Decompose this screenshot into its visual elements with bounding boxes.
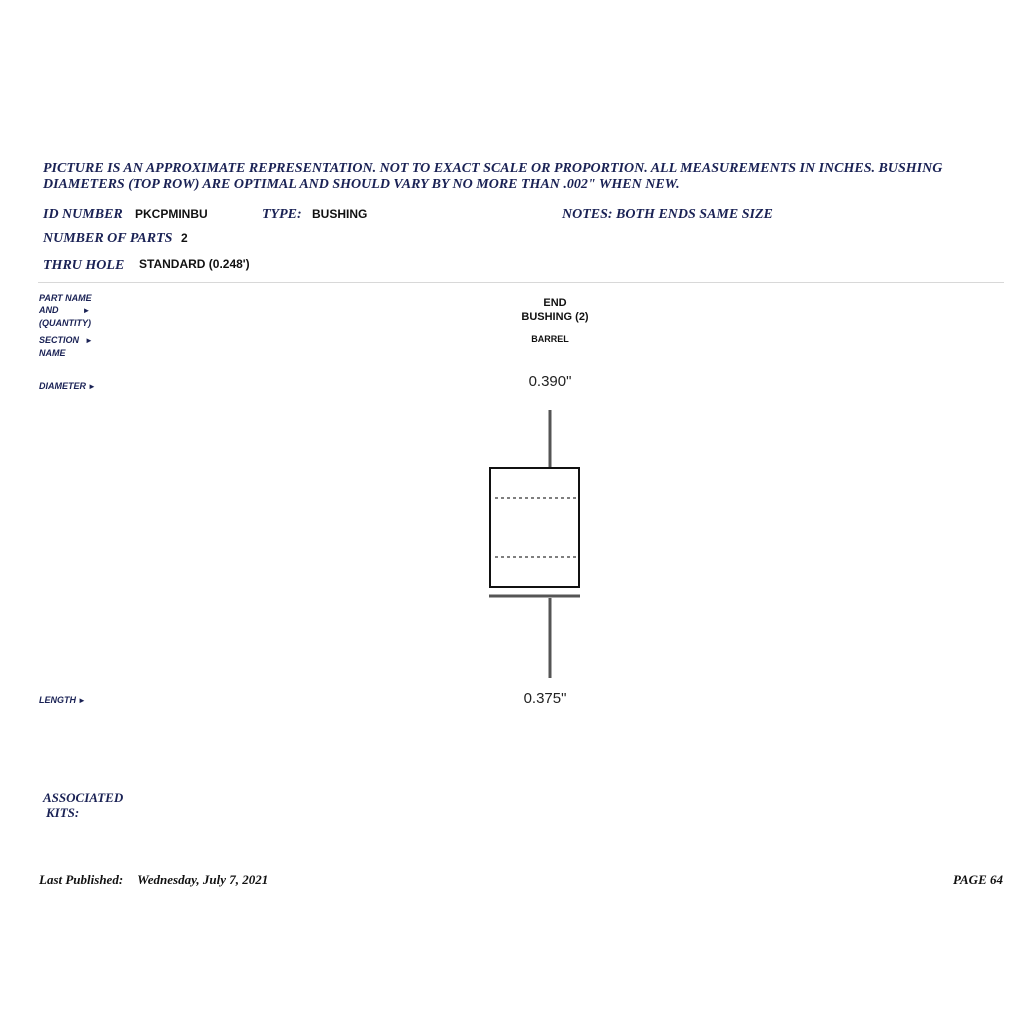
arrow-right-icon: ► <box>88 382 96 391</box>
page-number: PAGE 64 <box>953 872 1003 887</box>
id-number-label: ID NUMBER <box>43 207 123 222</box>
bushing-drawing <box>480 410 590 690</box>
section-name-label <box>39 334 93 359</box>
thru-hole-label: THRU HOLE <box>43 258 125 273</box>
length-row-label <box>39 694 86 707</box>
part-name <box>495 296 615 324</box>
associated-kits-label <box>43 790 123 820</box>
length-value: 0.375" <box>523 690 567 707</box>
last-published-label: Last Published: <box>39 872 124 887</box>
associated-kits-line1: ASSOCIATED <box>43 790 124 805</box>
id-number-value: PKCPMINBU <box>135 207 208 221</box>
arrow-right-icon: ► <box>82 306 91 315</box>
section-label-line2: NAME <box>39 348 66 358</box>
last-published-date: Wednesday, July 7, 2021 <box>137 872 269 887</box>
section-label-line1 <box>39 334 93 347</box>
length-label: LENGTH <box>39 695 76 705</box>
notes-text: NOTES: BOTH ENDS SAME SIZE <box>562 207 773 222</box>
bushing-body <box>490 468 579 587</box>
part-name-label-line1: PART NAME <box>39 293 92 303</box>
section-name: BARREL <box>531 334 569 344</box>
diameter-row-label <box>39 380 96 393</box>
arrow-right-icon: ► <box>85 336 93 345</box>
part-name-label <box>39 292 92 329</box>
diameter-label: DIAMETER <box>39 381 86 391</box>
part-name-line2: BUSHING (2) <box>521 311 589 323</box>
number-of-parts-value: 2 <box>181 231 188 245</box>
number-of-parts-label: NUMBER OF PARTS <box>43 231 173 246</box>
last-published <box>39 872 268 888</box>
thru-hole-value: STANDARD (0.248') <box>139 257 250 271</box>
and-label: AND <box>39 305 59 315</box>
disclaimer-text: PICTURE IS AN APPROXIMATE REPRESENTATION. NOT TO EXACT SCALE OR PROPORTION. ALL MEASUREMENTS IN INCHES. BUSHING DIAMETERS (TOP ROW) ARE OPTIMAL AND SHOULD VARY BY NO MORE THAN .002" WHEN NEW. <box>43 161 943 192</box>
diameter-value: 0.390" <box>528 373 572 390</box>
part-name-label-line2 <box>39 304 92 317</box>
part-name-label-line3: (QUANTITY) <box>39 318 91 328</box>
arrow-right-icon: ► <box>78 696 86 705</box>
section-label: SECTION <box>39 335 80 345</box>
header-divider <box>38 282 1004 283</box>
type-label: TYPE: <box>262 207 302 222</box>
associated-kits-line2: KITS: <box>46 805 80 820</box>
type-value: BUSHING <box>312 207 368 221</box>
part-name-line1: END <box>543 297 567 309</box>
